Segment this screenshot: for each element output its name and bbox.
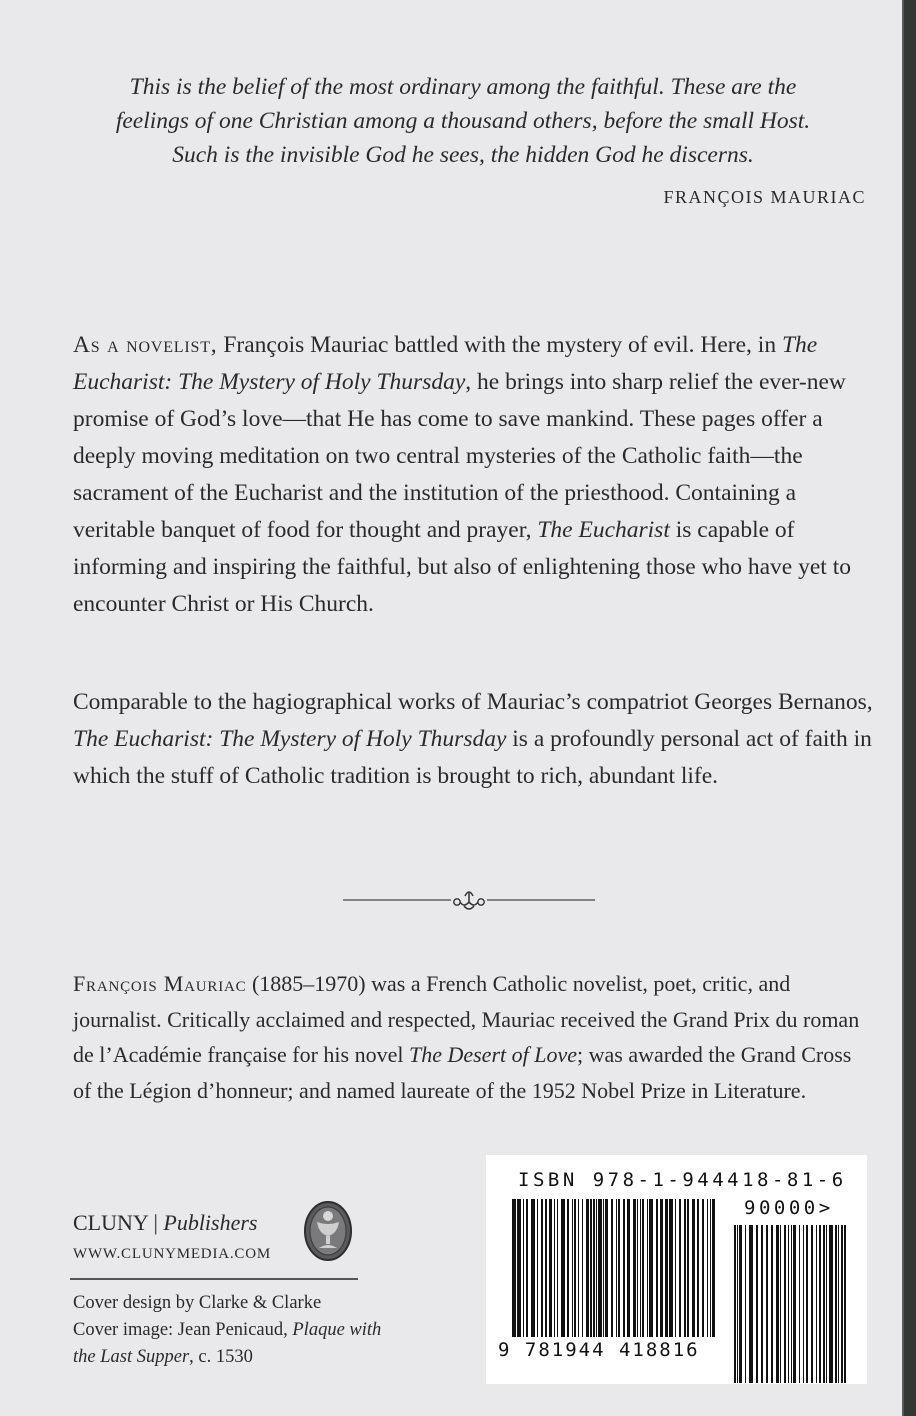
quote-line: This is the belief of the most ordinary among the faithful. These are the <box>129 74 797 100</box>
book-title: The Eucharist: The Mystery of Holy Thursday <box>73 726 507 752</box>
barcode-bar <box>710 1199 711 1337</box>
comparison-text: is a profoundly personal act of faith in which the stuff of Catholic tradition is brought to rich, abundant life. <box>73 726 872 789</box>
barcode-bar <box>712 1199 715 1337</box>
barcode-bar <box>838 1225 839 1383</box>
barcode-bar <box>561 1199 565 1337</box>
chalice-seal-icon <box>303 1200 353 1262</box>
cover-image-credit-cont <box>73 1344 453 1371</box>
barcode-bar <box>761 1225 763 1383</box>
description-text: is capable of informing and inspiring the faithful, but also of enlightening those who have yet to encounter Christ or His Church. <box>73 517 851 617</box>
description-paragraph <box>73 327 873 623</box>
barcode-bar <box>517 1199 521 1337</box>
barcode-bar <box>649 1199 653 1337</box>
barcode-bar <box>557 1199 558 1337</box>
description-text: François Mauriac battled with the mystery of evil. Here, in <box>217 332 782 358</box>
barcode-bar <box>776 1225 779 1383</box>
barcode-bar <box>675 1199 676 1337</box>
barcode-bar <box>819 1225 821 1383</box>
barcode-bar <box>739 1225 742 1383</box>
book-title: The Eucharist: The Mystery of Holy Thursday <box>73 332 818 395</box>
barcode-bar <box>627 1199 630 1337</box>
comparison-text: Comparable to the hagiographical works of Mauriac’s compatriot Georges Bernanos, <box>73 689 873 715</box>
barcode-bar <box>526 1199 528 1337</box>
quote-line: Such is the invisible God he sees, the hidden God he discerns. <box>172 142 754 168</box>
bio-text: (1885–1970) was a French Catholic novelist, poet, critic, and journalist. Critically acclaimed and respected, Mauriac received the Grand Prix du roman de l’Académie française for his novel <box>73 971 860 1067</box>
barcode-bar <box>578 1199 579 1337</box>
divider-rule <box>70 1278 358 1280</box>
barcode-bar <box>788 1225 789 1383</box>
cover-design-credit: Cover design by Clarke & Clarke <box>73 1293 322 1313</box>
barcode-bar <box>679 1199 681 1337</box>
barcode-bar <box>766 1225 768 1383</box>
barcode-bar <box>702 1199 704 1337</box>
author-name-small-caps: François Mauriac <box>73 971 247 996</box>
barcode-bar <box>512 1199 516 1337</box>
barcode-bar <box>616 1199 617 1337</box>
barcode-bar <box>554 1199 555 1337</box>
barcode-bar <box>582 1199 583 1337</box>
barcode-bar <box>549 1199 552 1337</box>
barcode-bar <box>692 1199 695 1337</box>
barcode-bar <box>545 1199 547 1337</box>
barcode-bar <box>642 1199 644 1337</box>
barcode-bar <box>687 1199 689 1337</box>
book-title-short: The Eucharist <box>537 517 670 543</box>
fleuron-divider-icon <box>343 882 595 918</box>
barcode-bar <box>665 1199 668 1337</box>
barcode-bar <box>574 1199 576 1337</box>
barcode-bar <box>771 1225 773 1383</box>
lead-in-small-caps: As a novelist, <box>73 332 218 358</box>
barcode-bar <box>531 1199 535 1337</box>
barcode-bar <box>541 1199 543 1337</box>
barcode-bar <box>734 1225 736 1383</box>
barcode-bar <box>816 1225 817 1383</box>
cover-image-credit <box>73 1317 453 1344</box>
barcode-bar <box>835 1225 837 1383</box>
barcode-bar <box>596 1199 597 1337</box>
barcode-bar <box>697 1199 699 1337</box>
barcode-bar <box>684 1199 686 1337</box>
barcode-bar <box>793 1225 796 1383</box>
barcode-bar <box>669 1199 673 1337</box>
barcode-bar <box>806 1225 808 1383</box>
barcode-bar <box>803 1225 804 1383</box>
barcode-bar <box>623 1199 625 1337</box>
quote-line: feelings of one Christian among a thousand others, before the small Host. <box>115 108 811 134</box>
barcode-bar <box>707 1199 708 1337</box>
barcode-bar <box>656 1199 658 1337</box>
novel-title: The Desert of Love <box>408 1042 577 1067</box>
comparison-paragraph <box>73 684 873 795</box>
barcode-bar <box>637 1199 638 1337</box>
barcode-bar <box>603 1199 604 1337</box>
barcode-bar <box>523 1199 524 1337</box>
barcode-bar <box>756 1225 758 1383</box>
barcode-bar <box>823 1225 825 1383</box>
barcode-bar <box>844 1225 846 1383</box>
barcode-bar <box>567 1199 569 1337</box>
artwork-title: the Last Supper <box>73 1347 190 1367</box>
barcode-bar <box>605 1199 608 1337</box>
barcode-bar <box>590 1199 592 1337</box>
description-text: , he brings into sharp relief the ever-new promise of God’s love—that He has come to save mankind. These pages offer a deeply moving meditation on two central mysteries of the Catholic faith—the sacrament of the Eucharist and the institution of the priesthood. Containing a veritable banquet of food for thought and prayer, <box>73 369 846 543</box>
barcode-bar <box>826 1225 827 1383</box>
publisher-website: WWW.CLUNYMEDIA.COM <box>73 1246 271 1262</box>
barcode-bar <box>618 1199 620 1337</box>
quote-author: FRANÇOIS MAURIAC <box>663 187 866 207</box>
barcode-bar <box>799 1225 800 1383</box>
spine-edge <box>902 0 916 1416</box>
isbn-label: ISBN 978-1-944418-81-6 <box>518 1169 847 1191</box>
publisher-name <box>73 1210 258 1236</box>
barcode-bar <box>660 1199 663 1337</box>
barcode-bar <box>791 1225 792 1383</box>
barcode-bar <box>749 1225 753 1383</box>
barcode-bar <box>811 1225 813 1383</box>
publisher-label: Publishers <box>163 1210 258 1235</box>
cover-credits <box>73 1290 453 1371</box>
ean-digits: 9 781944 418816 <box>498 1339 700 1361</box>
barcode-bar <box>586 1199 589 1337</box>
barcode-bar <box>611 1199 613 1337</box>
barcode-bar <box>780 1225 781 1383</box>
barcode-bar <box>537 1199 538 1337</box>
barcode-bar <box>640 1199 641 1337</box>
artwork-title: Plaque with <box>292 1320 382 1340</box>
barcode-bar <box>745 1225 746 1383</box>
barcode-bar <box>737 1225 738 1383</box>
barcode-bar <box>647 1199 648 1337</box>
epigraph-quote <box>60 70 866 172</box>
price-code: 90000> <box>744 1197 834 1219</box>
barcode-bar <box>829 1225 833 1383</box>
isbn-barcode <box>486 1155 867 1384</box>
publisher-separator: | <box>147 1210 164 1235</box>
barcode-bar <box>633 1199 636 1337</box>
credit-text: , c. 1530 <box>189 1347 253 1367</box>
publisher-brand: CLUNY <box>73 1210 148 1235</box>
barcode-bar <box>841 1225 843 1383</box>
barcode-bar <box>598 1199 602 1337</box>
bio-text: ; was awarded the Grand Cross of the Légion d’honneur; and named laureate of the 1952 Nobel Prize in Literature. <box>73 1042 852 1103</box>
barcode-bar <box>593 1199 595 1337</box>
credit-text: Cover image: Jean Penicaud, <box>73 1320 293 1340</box>
barcode-bar <box>784 1225 786 1383</box>
author-bio-paragraph <box>73 966 873 1108</box>
barcode-bar <box>572 1199 573 1337</box>
